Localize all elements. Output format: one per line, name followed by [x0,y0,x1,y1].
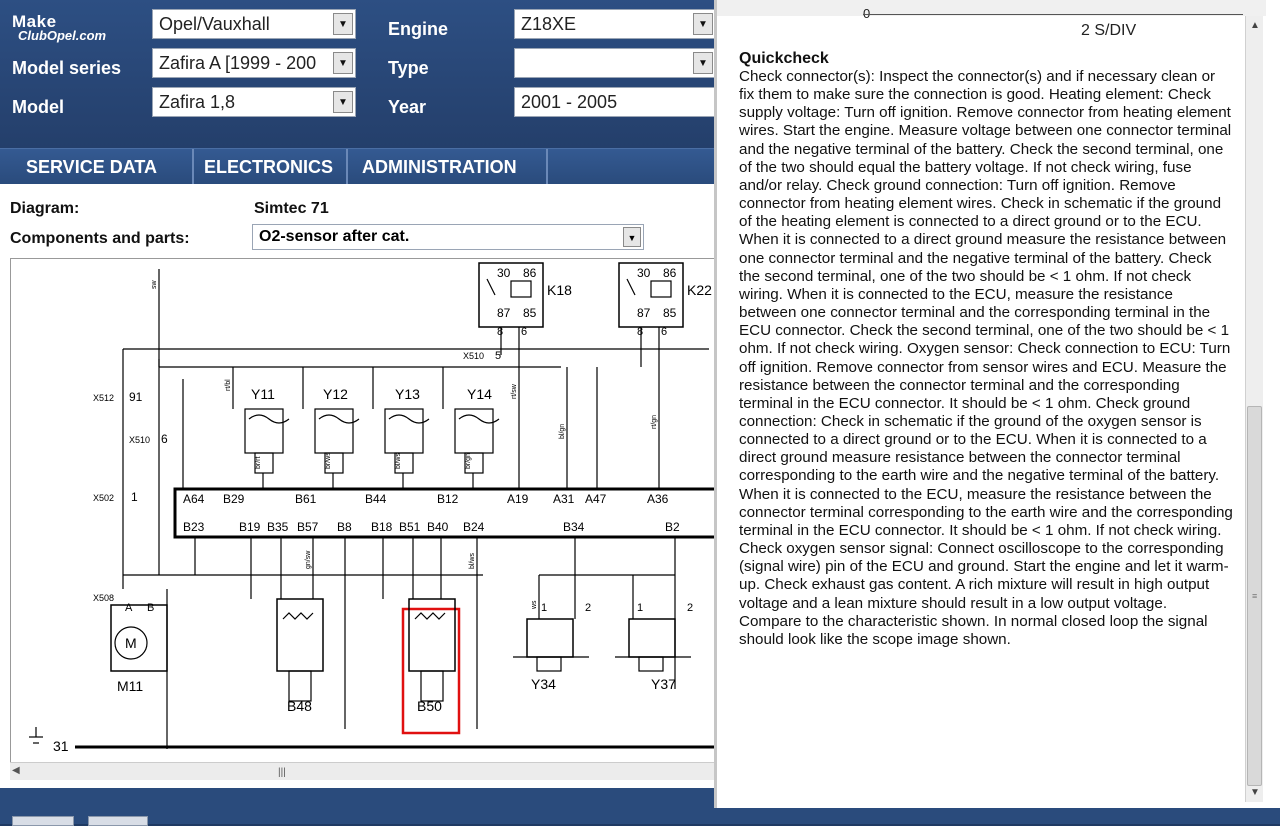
ecu-pin-b35: B35 [267,520,289,534]
diagram-value: Simtec 71 [254,200,329,217]
chevron-down-icon[interactable]: ▼ [693,52,713,74]
component-y34-label: Y34 [531,676,556,692]
chevron-down-icon[interactable]: ▼ [333,52,353,74]
k22-pin86: 86 [663,266,677,280]
ecu-pin-a31: A31 [553,492,575,506]
wiring-diagram-svg [11,259,716,763]
k22-terminal-6: 6 [661,326,668,338]
x512-connector: X512 [93,393,115,403]
wire-label: bl/ws [469,553,476,569]
components-select[interactable] [252,224,644,250]
y34-pin1: 1 [541,602,548,614]
injector-y11-label: Y11 [251,386,275,402]
type-label: Type [388,58,429,78]
nav-electronics[interactable]: ELECTRONICS [204,157,334,177]
injector-y13-label: Y13 [395,386,420,402]
nav-administration[interactable]: ADMINISTRATION [362,157,517,177]
ecu-pin-a19: A19 [507,492,529,506]
arrow-left-icon[interactable]: ◀ [12,765,20,776]
chevron-down-icon[interactable]: ▼ [623,227,641,247]
arrow-up-icon[interactable]: ▲ [1250,20,1260,31]
wire-label: br/ws [325,452,332,469]
horizontal-scrollbar[interactable] [10,762,716,780]
relay-k22-label: K22 [687,282,712,298]
wire-label: rt/gn [651,414,658,429]
scope-scale-label: 2 S/DIV [1081,22,1137,39]
logo-line1: Make [12,12,57,31]
x510-top-connector: X510 [463,351,485,361]
right-edge-panel [1266,0,1280,808]
scope-axis [863,14,1243,15]
component-b50-label: B50 [417,698,442,714]
component-b48-label: B48 [287,698,312,714]
components-label: Components and parts: [10,230,190,247]
relay-k18-label: K18 [547,282,572,298]
engine-select[interactable] [514,9,716,39]
nav-divider [546,149,548,185]
components-select-value: O2-sensor after cat. [259,228,410,245]
model-select-value: Zafira 1,8 [159,92,236,112]
wire-label: sw [151,280,158,289]
k22-pin85: 85 [663,306,677,320]
engine-select-value: Z18XE [521,14,577,34]
model-label: Model [12,97,64,117]
y37-pin2: 2 [687,602,694,614]
grip-icon: ≡ [1252,591,1258,601]
scroll-thumb[interactable] [1247,406,1262,786]
ecu-pin-a36: A36 [647,492,669,506]
k18-pin87: 87 [497,306,511,320]
component-m11-label: M11 [117,678,144,694]
motor-pin-a: A [125,602,133,614]
ecu-pin-a47: A47 [585,492,607,506]
ecu-pin-b8: B8 [337,520,352,534]
wire-label: rt/bl [225,379,232,391]
motor-symbol: M [125,635,137,651]
year-select[interactable] [514,87,716,117]
scroll-thumb[interactable]: ||| [278,767,286,778]
injector-y12-label: Y12 [323,386,348,402]
wire-label: bl/ws [395,453,402,469]
ecu-pin-b57: B57 [297,520,319,534]
wire-label: gn/sw [305,550,312,569]
arrow-down-icon[interactable]: ▼ [1250,787,1260,798]
ecu-pin-a64: A64 [183,492,205,506]
quickcheck-popup [714,0,1280,808]
wire-label: br/gn [465,453,472,469]
chevron-down-icon[interactable]: ▼ [333,13,353,35]
model-select[interactable] [152,87,356,117]
quickcheck-title: Quickcheck [739,50,829,67]
ecu-pin-b12: B12 [437,492,459,506]
ecu-pin-b40: B40 [427,520,449,534]
ecu-pin-b19: B19 [239,520,261,534]
x502-pin: 1 [131,490,138,504]
ecu-pin-b18: B18 [371,520,393,534]
k18-pin86: 86 [523,266,537,280]
k22-pin30: 30 [637,266,651,280]
ecu-pin-b51: B51 [399,520,421,534]
make-select[interactable] [152,9,356,39]
ecu-pin-b2: B2 [665,520,680,534]
ecu-pin-b29: B29 [223,492,245,506]
k18-terminal-6: 6 [521,326,528,338]
y37-pin1: 1 [637,602,644,614]
wire-label: ws [531,600,538,609]
model-series-select-value: Zafira A [1999 - 200 [159,53,317,73]
year-select-value: 2001 - 2005 [521,92,618,112]
component-y37-label: Y37 [651,676,676,692]
k18-pin30: 30 [497,266,511,280]
wire-label: br/rt [255,456,262,469]
logo [12,12,106,43]
ecu-pin-b34: B34 [563,520,585,534]
k22-pin87: 87 [637,306,651,320]
ecu-pin-b61: B61 [295,492,317,506]
logo-line2: ClubOpel.com [18,28,107,43]
x510-pin: 6 [161,432,168,446]
injector-y14-label: Y14 [467,386,492,402]
k18-pin85: 85 [523,306,537,320]
ecu-pin-b44: B44 [365,492,387,506]
content-panel [0,184,716,788]
nav-divider [346,149,348,185]
type-select[interactable] [514,48,716,78]
nav-divider [192,149,194,185]
nav-service-data[interactable]: SERVICE DATA [26,157,158,177]
model-series-label: Model series [12,58,122,78]
wire-label: rt/sw [511,384,518,399]
ground-label: 31 [53,738,69,754]
x510-connector: X510 [129,435,151,445]
x502-connector: X502 [93,493,115,503]
wiring-diagram [10,258,716,770]
make-select-value: Opel/Vauxhall [159,14,270,34]
motor-pin-b: B [147,602,155,614]
k18-terminal-8: 8 [497,326,504,338]
year-label: Year [388,97,427,117]
quickcheck-text: Check connector(s): Inspect the connector(s) and if necessary clean or fix them to make sure the connection is good. Heating element: Check supply voltage: Turn off ignition. Remove connector from heating element wires. Start the engine. Measure voltage between one connector terminal and the negative terminal of the battery. Check the second terminal, one of the two should equal the battery voltage. If not check wiring, fuse and/or relay. Check ground connection: Turn off ignition. Remove connector from heating element wires. Check in schematic if the ground of the heating element is connected to a direct ground or to the ECU. When it is connected to a direct ground measure the resistance between one connector terminal and the negative terminal of the battery. Check the second terminal, one of the two should be < 1 ohm. If not check wiring. When it is connected to the ECU, measure the resistance between one connector terminal and the corresponding terminal in the ECU connector. Check the second terminal, one of the two should be < 1 ohm. If not check wiring. Oxygen sensor: Check connection to ECU: Turn off ignition. Remove connector from sensor wires and ECU. Measure the resistance between the connector terminal and the corresponding terminal in the ECU connector. It should be < 1 ohm. Check ground connection: Check in schematic if the ground of the oxygen sensor is connected to a direct ground or to the ECU. When it is connected to a direct ground measure resistance between the connector terminal corresponding to the earth wire and the negative terminal of the battery. When it is connected to the ECU, measure the resistance between the connector terminal corresponding to the earth wire and the corresponding terminal in the ECU connector. It should be < 1 ohm. If not check wiring. Check oxygen sensor signal: Connect oscilloscope to the corresponding (signal wire) pin of the ECU and ground. Start the engine and let it warm-up. Check exhaust gas content. A rich mixture will result in high output voltage and a lean mixture should result in a low output voltage. Compare to the characteristic shown. In normal closed loop the signal should look like the scope image shown. [739,68,1233,648]
chevron-down-icon[interactable]: ▼ [693,13,713,35]
x512-pin: 91 [129,390,143,404]
bottom-button[interactable] [12,816,74,826]
chevron-down-icon[interactable]: ▼ [333,91,353,113]
model-series-select[interactable] [152,48,356,78]
ecu-pin-b23: B23 [183,520,205,534]
x510-top-pin: 5 [495,350,502,362]
diagram-label: Diagram: [10,200,80,217]
engine-label: Engine [388,19,449,39]
wire-label: bl/gn [559,423,566,439]
bottom-button[interactable] [88,816,148,826]
k22-terminal-8: 8 [637,326,644,338]
ecu-pin-b24: B24 [463,520,485,534]
y34-pin2: 2 [585,602,592,614]
x508-connector: X508 [93,593,115,603]
vertical-scrollbar[interactable] [1245,16,1263,802]
